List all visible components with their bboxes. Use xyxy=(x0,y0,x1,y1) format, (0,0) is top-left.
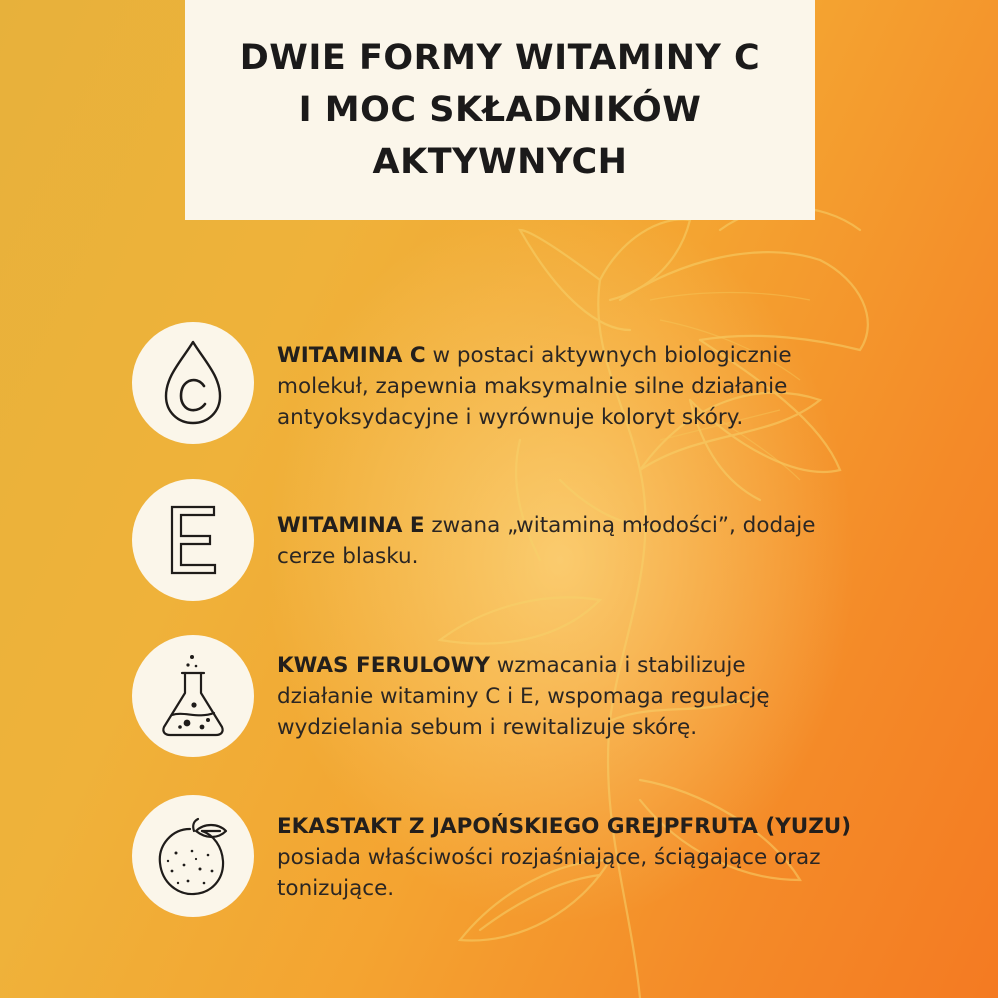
yuzu-extract-line-2: posiada właściwości rozjaśniające, ściągające oraz xyxy=(277,845,821,870)
title-panel xyxy=(185,0,815,220)
vitamin-c-line-1 xyxy=(277,340,957,371)
ferulic-acid-text-1: wzmacania i stabilizuje xyxy=(489,653,746,678)
yuzu-extract-icon-circle xyxy=(132,795,254,917)
vitamin-c-icon-circle xyxy=(132,322,254,444)
page-title-line-1: DWIE FORMY WITAMINY C xyxy=(239,38,761,78)
vitamin-e-heading: WITAMINA E xyxy=(277,513,425,538)
vitamin-c-text-1: w postaci aktywnych biologicznie xyxy=(425,343,792,368)
ferulic-acid-line-3: wydzielania sebum i rewitalizuje skórę. xyxy=(277,715,698,740)
vitamin-e-description xyxy=(277,510,957,572)
yuzu-extract-heading: EKASTAKT Z JAPOŃSKIEGO GREJPFRUTA (YUZU) xyxy=(277,814,852,839)
ferulic-acid-line-1 xyxy=(277,650,957,681)
vitamin-c-line-2: molekuł, zapewnia maksymalnie silne działanie xyxy=(277,374,788,399)
vitamin-c-heading: WITAMINA C xyxy=(277,343,426,368)
vitamin-e-line-2: cerze blasku. xyxy=(277,544,419,569)
page-title-line-2: I MOC SKŁADNIKÓW xyxy=(298,90,702,130)
vitamin-c-description xyxy=(277,340,957,433)
vitamin-e-icon-circle xyxy=(132,479,254,601)
vitamin-c-drop-icon xyxy=(132,322,254,444)
yuzu-extract-line-1 xyxy=(277,811,957,842)
vitamin-e-letter-icon xyxy=(132,479,254,601)
yuzu-extract-description xyxy=(277,811,957,904)
yuzu-fruit-icon xyxy=(132,795,254,917)
ferulic-acid-heading: KWAS FERULOWY xyxy=(277,653,490,678)
vitamin-c-line-3: antyoksydacyjne i wyrównuje koloryt skóry. xyxy=(277,405,744,430)
vitamin-e-line-1 xyxy=(277,510,957,541)
vitamin-e-text-1: zwana „witaminą młodości”, dodaje xyxy=(424,513,816,538)
ferulic-acid-icon-circle xyxy=(132,635,254,757)
yuzu-extract-line-3: tonizujące. xyxy=(277,876,395,901)
ferulic-acid-description xyxy=(277,650,957,743)
flask-icon xyxy=(132,635,254,757)
page-title-line-3: AKTYWNYCH xyxy=(372,142,628,182)
ferulic-acid-line-2: działanie witaminy C i E, wspomaga regulację xyxy=(277,684,770,709)
